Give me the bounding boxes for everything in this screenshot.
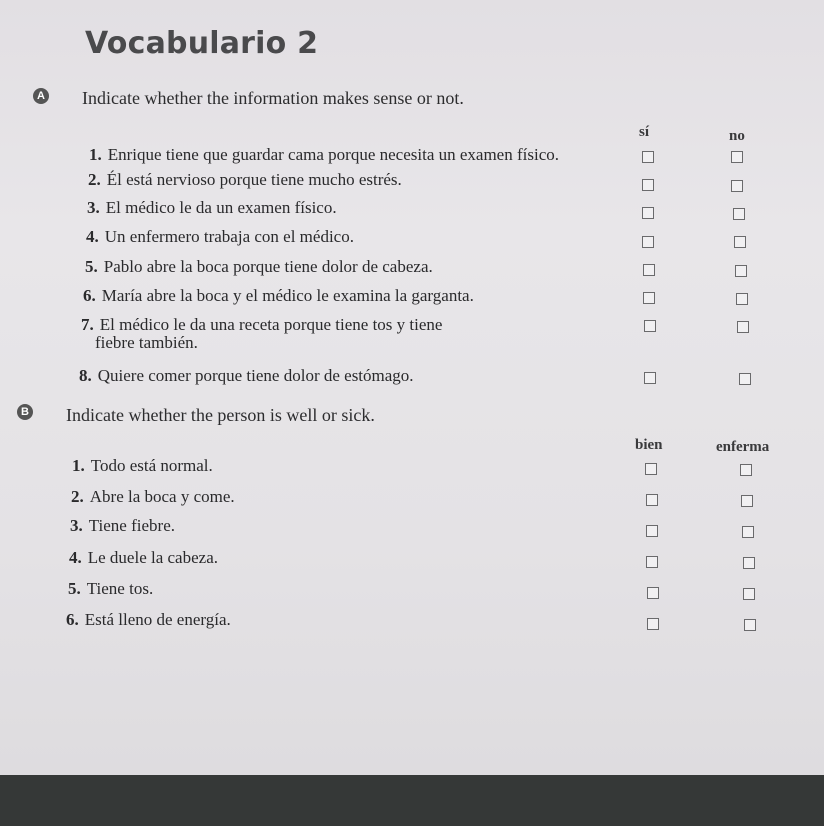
item-number: 6. [66, 610, 79, 629]
checkbox-a8-no[interactable] [739, 373, 751, 385]
item-text: Un enfermero trabaja con el médico. [104, 227, 354, 246]
item-number: 3. [70, 516, 83, 535]
checkbox-a7-si[interactable] [644, 320, 656, 332]
item-text: Él está nervioso porque tiene mucho estrés. [106, 170, 402, 189]
section-b-col-enferma: enferma [716, 439, 770, 455]
section-b-item [71, 488, 235, 506]
checkbox-a2-no[interactable] [731, 180, 743, 192]
item-text-continued: fiebre también. [95, 333, 198, 352]
checkbox-a5-si[interactable] [643, 264, 655, 276]
checkbox-b4-bien[interactable] [646, 556, 658, 568]
section-b-item [66, 611, 231, 629]
checkbox-b4-enferma[interactable] [743, 557, 755, 569]
checkbox-b2-bien[interactable] [646, 494, 658, 506]
item-number: 4. [69, 548, 82, 567]
section-a-instruction: Indicate whether the information makes sense or not. [82, 88, 464, 108]
checkbox-b6-enferma[interactable] [744, 619, 756, 631]
section-b-instruction: Indicate whether the person is well or sick. [66, 405, 375, 425]
checkbox-a1-no[interactable] [731, 151, 743, 163]
section-b-item [69, 549, 218, 567]
item-number: 5. [85, 257, 98, 276]
checkbox-b1-bien[interactable] [645, 463, 657, 475]
checkbox-a6-si[interactable] [643, 292, 655, 304]
checkbox-b5-bien[interactable] [647, 587, 659, 599]
section-a-badge: A [33, 88, 49, 104]
checkbox-b5-enferma[interactable] [743, 588, 755, 600]
checkbox-a1-si[interactable] [642, 151, 654, 163]
item-number: 3. [87, 198, 100, 217]
section-b-col-bien: bien [635, 437, 663, 453]
section-a-item [88, 171, 402, 189]
checkbox-a5-no[interactable] [735, 265, 747, 277]
item-number: 5. [68, 579, 81, 598]
section-b-item [70, 517, 175, 535]
checkbox-b3-enferma[interactable] [742, 526, 754, 538]
checkbox-a6-no[interactable] [736, 293, 748, 305]
item-number: 2. [88, 170, 101, 189]
item-text: Tiene fiebre. [88, 516, 175, 535]
checkbox-b6-bien[interactable] [647, 618, 659, 630]
page-title: Vocabulario 2 [85, 26, 319, 61]
checkbox-a4-no[interactable] [734, 236, 746, 248]
section-a-col-si: sí [639, 124, 650, 140]
item-number: 1. [89, 145, 102, 164]
section-a-item [83, 287, 474, 305]
checkbox-b1-enferma[interactable] [740, 464, 752, 476]
checkbox-b2-enferma[interactable] [741, 495, 753, 507]
section-b-item [68, 580, 153, 598]
item-text: Está lleno de energía. [84, 610, 231, 629]
item-text: Le duele la cabeza. [87, 548, 218, 567]
item-number: 1. [72, 456, 85, 475]
item-text: El médico le da un examen físico. [105, 198, 337, 217]
section-b-item [72, 457, 213, 475]
checkbox-b3-bien[interactable] [646, 525, 658, 537]
item-text: Abre la boca y come. [89, 487, 235, 506]
checkbox-a4-si[interactable] [642, 236, 654, 248]
section-a-item [89, 146, 559, 164]
item-number: 8. [79, 366, 92, 385]
item-number: 4. [86, 227, 99, 246]
checkbox-a3-no[interactable] [733, 208, 745, 220]
section-a-item [87, 199, 337, 217]
section-a-item [79, 367, 414, 385]
section-a-item [86, 228, 354, 246]
item-text: Pablo abre la boca porque tiene dolor de cabeza. [103, 257, 433, 276]
item-number: 2. [71, 487, 84, 506]
checkbox-a7-no[interactable] [737, 321, 749, 333]
item-text: Quiere comer porque tiene dolor de estómago. [97, 366, 414, 385]
item-text: Todo está normal. [90, 456, 213, 475]
item-text: El médico le da una receta porque tiene tos y tiene [99, 315, 443, 334]
checkbox-a8-si[interactable] [644, 372, 656, 384]
section-b-badge: B [17, 404, 33, 420]
item-number: 6. [83, 286, 96, 305]
bottom-surface [0, 775, 824, 826]
section-a-item [85, 258, 433, 276]
item-text: Enrique tiene que guardar cama porque necesita un examen físico. [107, 145, 559, 164]
checkbox-a3-si[interactable] [642, 207, 654, 219]
item-text: Tiene tos. [86, 579, 154, 598]
item-text: María abre la boca y el médico le examina la garganta. [101, 286, 474, 305]
checkbox-a2-si[interactable] [642, 179, 654, 191]
section-a-item [81, 316, 442, 352]
section-a-col-no: no [729, 128, 745, 144]
item-number: 7. [81, 315, 94, 334]
